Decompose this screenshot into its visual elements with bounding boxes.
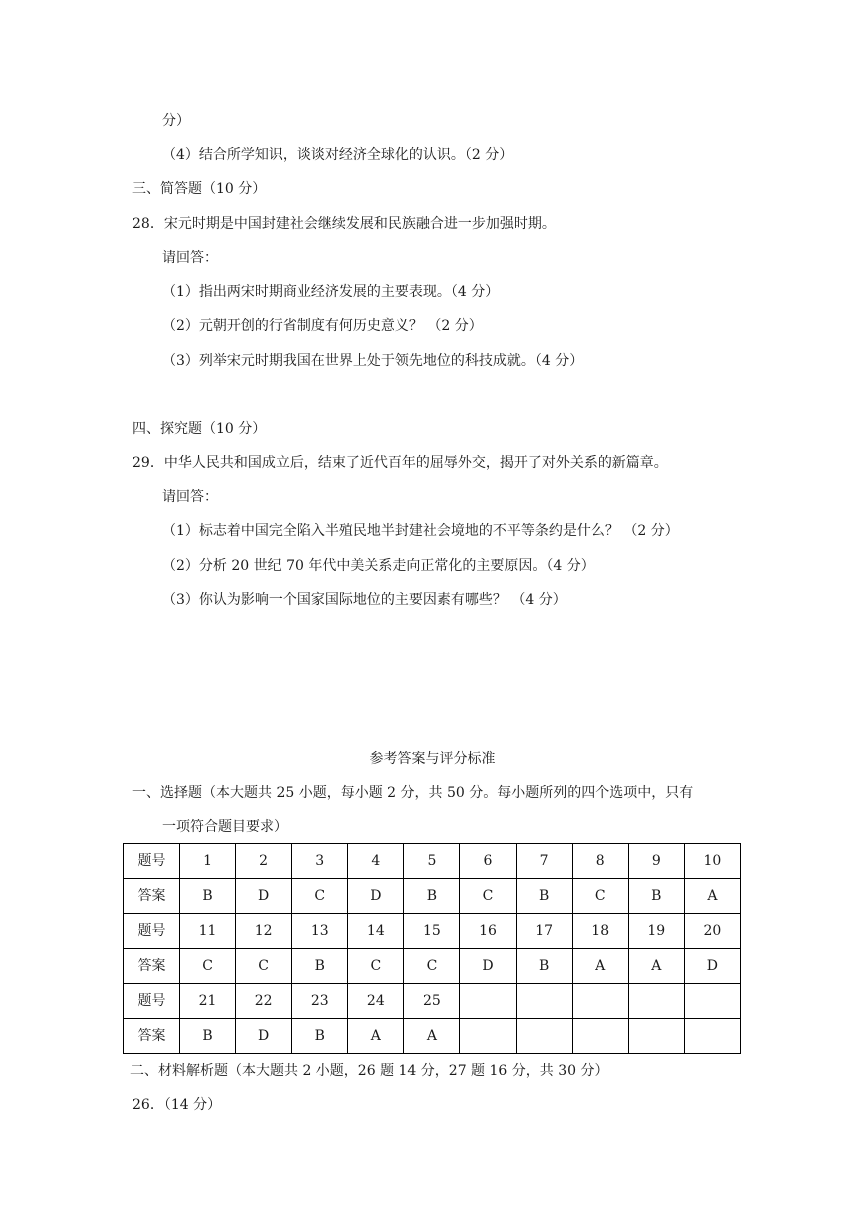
- table-cell: B: [628, 879, 684, 914]
- table-cell: C: [236, 949, 292, 984]
- table-cell: B: [292, 1019, 348, 1054]
- table-cell: [516, 984, 572, 1019]
- table-cell: B: [180, 879, 236, 914]
- question-29-part-2: （2）分析 20 世纪 70 年代中美关系走向正常化的主要原因。（4 分）: [162, 558, 595, 574]
- table-row: [124, 844, 741, 879]
- table-cell: B: [516, 949, 572, 984]
- table-cell: C: [460, 879, 516, 914]
- question-28-prompt: 请回答：: [162, 250, 218, 266]
- answer-table: [123, 843, 741, 1054]
- table-cell: 15: [404, 914, 460, 949]
- table-cell: 4: [348, 844, 404, 879]
- question-26-label: 26．（14 分）: [132, 1097, 222, 1113]
- question-28-part-1: （1）指出两宋时期商业经济发展的主要表现。（4 分）: [162, 284, 500, 300]
- table-cell: 答案: [124, 1019, 180, 1054]
- table-cell: 6: [460, 844, 516, 879]
- table-cell: 25: [404, 984, 460, 1019]
- table-cell: 11: [180, 914, 236, 949]
- table-cell: B: [404, 879, 460, 914]
- answer-key-title: 参考答案与评分标准: [369, 751, 496, 767]
- table-cell: 5: [404, 844, 460, 879]
- table-cell: 17: [516, 914, 572, 949]
- table-cell: 1: [180, 844, 236, 879]
- section-4-heading: 四、探究题（10 分）: [132, 421, 267, 437]
- table-cell: 题号: [124, 914, 180, 949]
- question-28-text: 28．宋元时期是中国封建社会继续发展和民族融合进一步加强时期。: [132, 216, 556, 232]
- table-cell: 答案: [124, 949, 180, 984]
- table-cell: [460, 984, 516, 1019]
- table-cell: 21: [180, 984, 236, 1019]
- question-29-part-1: （1）标志着中国完全陷入半殖民地半封建社会境地的不平等条约是什么？ （2 分）: [162, 523, 679, 539]
- table-cell: B: [516, 879, 572, 914]
- table-cell: C: [404, 949, 460, 984]
- table-cell: 答案: [124, 879, 180, 914]
- table-cell: [684, 984, 740, 1019]
- table-cell: 12: [236, 914, 292, 949]
- table-cell: 10: [684, 844, 740, 879]
- section-2-heading: 二、材料解析题（本大题共 2 小题，26 题 14 分，27 题 16 分，共 30 分）: [130, 1063, 609, 1079]
- table-cell: B: [292, 949, 348, 984]
- table-cell: [628, 984, 684, 1019]
- question-28-part-2: （2）元朝开创的行省制度有何历史意义？ （2 分）: [162, 318, 483, 334]
- table-cell: [572, 984, 628, 1019]
- table-cell: A: [628, 949, 684, 984]
- table-cell: C: [292, 879, 348, 914]
- continuation-text: 分）: [162, 113, 190, 129]
- table-cell: 7: [516, 844, 572, 879]
- table-cell: 2: [236, 844, 292, 879]
- table-cell: 3: [292, 844, 348, 879]
- table-cell: [572, 1019, 628, 1054]
- table-cell: A: [684, 879, 740, 914]
- table-cell: D: [684, 949, 740, 984]
- table-cell: 13: [292, 914, 348, 949]
- question-29-part-3: （3）你认为影响一个国家国际地位的主要因素有哪些？ （4 分）: [162, 592, 567, 608]
- table-cell: 8: [572, 844, 628, 879]
- table-cell: D: [460, 949, 516, 984]
- section-1-heading-cont: 一项符合题目要求）: [162, 819, 288, 835]
- table-cell: A: [404, 1019, 460, 1054]
- table-row: [124, 984, 741, 1019]
- section-1-heading: 一、选择题（本大题共 25 小题，每小题 2 分，共 50 分。每小题所列的四个选项中，只有: [132, 785, 694, 801]
- question-29-prompt: 请回答：: [162, 489, 218, 505]
- table-cell: [516, 1019, 572, 1054]
- table-cell: 9: [628, 844, 684, 879]
- table-cell: A: [572, 949, 628, 984]
- question-27-part-4: （4）结合所学知识，谈谈对经济全球化的认识。（2 分）: [162, 147, 514, 163]
- question-29-text: 29．中华人民共和国成立后，结束了近代百年的屈辱外交，揭开了对外关系的新篇章。: [132, 455, 668, 471]
- table-row: [124, 914, 741, 949]
- table-cell: 22: [236, 984, 292, 1019]
- table-cell: 23: [292, 984, 348, 1019]
- table-cell: 24: [348, 984, 404, 1019]
- question-28-part-3: （3）列举宋元时期我国在世界上处于领先地位的科技成就。（4 分）: [162, 353, 584, 369]
- table-cell: 19: [628, 914, 684, 949]
- table-cell: D: [236, 879, 292, 914]
- table-row: [124, 949, 741, 984]
- table-cell: 16: [460, 914, 516, 949]
- table-row: [124, 1019, 741, 1054]
- table-cell: 14: [348, 914, 404, 949]
- table-cell: 20: [684, 914, 740, 949]
- table-cell: [460, 1019, 516, 1054]
- section-3-heading: 三、简答题（10 分）: [132, 181, 267, 197]
- table-cell: A: [348, 1019, 404, 1054]
- table-cell: 题号: [124, 984, 180, 1019]
- table-cell: 题号: [124, 844, 180, 879]
- table-cell: C: [348, 949, 404, 984]
- table-cell: D: [236, 1019, 292, 1054]
- table-cell: [628, 1019, 684, 1054]
- table-cell: B: [180, 1019, 236, 1054]
- table-cell: D: [348, 879, 404, 914]
- table-row: [124, 879, 741, 914]
- table-cell: [684, 1019, 740, 1054]
- table-cell: C: [180, 949, 236, 984]
- table-cell: C: [572, 879, 628, 914]
- table-cell: 18: [572, 914, 628, 949]
